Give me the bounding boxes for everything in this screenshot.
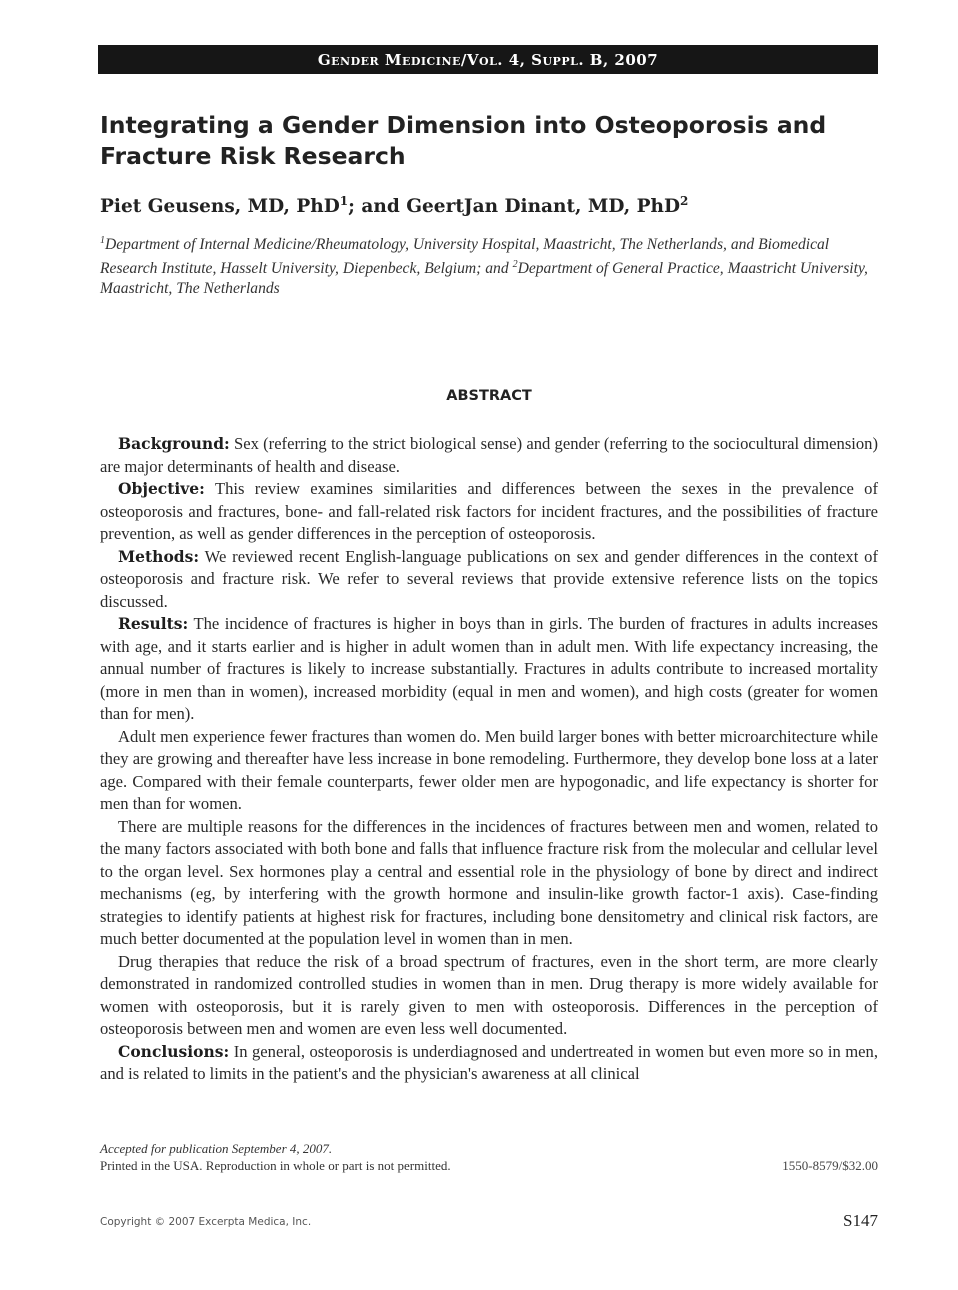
author-1-affil-marker: 1 bbox=[339, 194, 349, 208]
abstract-paragraph: Adult men experience fewer fractures than women do. Men build larger bones with better microarchitecture while they are growing and thereafter have less increase in bone remodeling. Furthermore, they develop bone loss at a later age. Compared with their female counterparts, fewer older men are hypogonadic, and life expectancy is shorter for men than for women. bbox=[100, 726, 878, 813]
objective-text: This review examines similarities and differences between the sexes in the prevalence of osteoporosis and fractures, bone- and fall-related risk factors for incident fractures, and the possibilities of fracture prevention, as well as gender differences in the perception of osteoporosis. bbox=[100, 479, 878, 543]
conclusions-text: In general, osteoporosis is underdiagnosed and undertreated in women but even more so in men, and is related to limits in the patient's and the physician's awareness at all clinical bbox=[100, 1041, 878, 1083]
journal-banner bbox=[98, 45, 878, 74]
affiliation-1: Department of Internal Medicine/Rheumatology, University Hospital, Maastricht, The Netherlands, and Biomedical Research Institute, Hasselt University, Diepenbeck, Belgium; and bbox=[100, 236, 830, 278]
author-1: Piet Geusens, MD, PhD bbox=[100, 196, 340, 218]
objective-label: Objective: bbox=[118, 479, 205, 498]
accepted-date: Accepted for publication September 4, 2007. bbox=[100, 1141, 333, 1156]
affiliation-2: Department of General Practice, Maastricht University, Maastricht, The Netherlands bbox=[100, 260, 868, 298]
affil-marker-2: 2 bbox=[512, 259, 518, 271]
issn-price: 1550-8579/$32.00 bbox=[782, 1158, 878, 1173]
abstract-conclusions bbox=[100, 1041, 878, 1086]
conclusions-label: Conclusions: bbox=[118, 1041, 230, 1061]
printed-notice: Printed in the USA. Reproduction in whole or part is not permitted. bbox=[100, 1158, 451, 1173]
abstract-objective bbox=[100, 478, 878, 546]
abstract-methods bbox=[100, 546, 878, 614]
background-text: Sex (referring to the strict biological sense) and gender (referring to the sociocultural dimension) are major determinants of health and disease. bbox=[100, 434, 878, 476]
methods-label: Methods: bbox=[118, 546, 200, 566]
abstract-results bbox=[100, 613, 878, 726]
copyright-notice: Copyright © 2007 Excerpta Medica, Inc. bbox=[100, 1216, 312, 1228]
results-text: The incidence of fractures is higher in boys than in girls. The burden of fractures in adults increases with age, and it starts earlier and is higher in adult women than in adult men. With life expectancy increasing, the annual number of fractures is likely to increase substantially. Fractures in adults contribute to increased mortality (more in men than in women), increased morbidity (equal in men and women), and high costs (greater for women than for men). bbox=[100, 614, 878, 723]
results-label: Results: bbox=[118, 614, 189, 633]
author-line bbox=[100, 194, 688, 217]
methods-text: We reviewed recent English-language publications on sex and gender differences in the context of osteoporosis and fracture risk. We refer to several reviews that provide extensive reference lists on the topics discussed. bbox=[100, 546, 878, 611]
journal-name: Gender Medicine/Vol. 4, Suppl. B, 2007 bbox=[317, 50, 659, 69]
abstract-body bbox=[100, 433, 878, 1086]
abstract-background bbox=[100, 433, 878, 478]
affil-marker-1: 1 bbox=[100, 235, 105, 246]
abstract-paragraph: Drug therapies that reduce the risk of a broad spectrum of fractures, even in the short term, are more clearly demonstrated in randomized controlled studies in women than in men. Drug therapy is more widely available for women with osteoporosis, but it is rarely given to men with osteoporosis. Differences in the perception of osteoporosis between men and women are even less well documented. bbox=[100, 951, 878, 1038]
author-2-affil-marker: 2 bbox=[680, 194, 689, 208]
author-2: ; and GeertJan Dinant, MD, PhD bbox=[348, 196, 681, 218]
page-number: S147 bbox=[843, 1211, 878, 1230]
background-label: Background: bbox=[118, 434, 230, 453]
abstract-paragraph: There are multiple reasons for the differences in the incidences of fractures between men and women, related to the many factors associated with both bone and falls that influence fracture risk from the molecular and cellular level to the organ level. Sex hormones play a central and essential role in the physiology of bone by direct and indirect mechanisms (eg, by interfering with the growth hormone and insulin-like growth factor-1 axis). Case-finding strategies to identify patients at highest risk for fractures, including bone densitometry and clinical risk factors, are much better documented at the population level in women than in men. bbox=[100, 816, 878, 948]
affiliations bbox=[100, 231, 880, 299]
article-title: Integrating a Gender Dimension into Osteoporosis and Fracture Risk Research bbox=[100, 111, 827, 170]
abstract-heading: ABSTRACT bbox=[446, 388, 532, 404]
